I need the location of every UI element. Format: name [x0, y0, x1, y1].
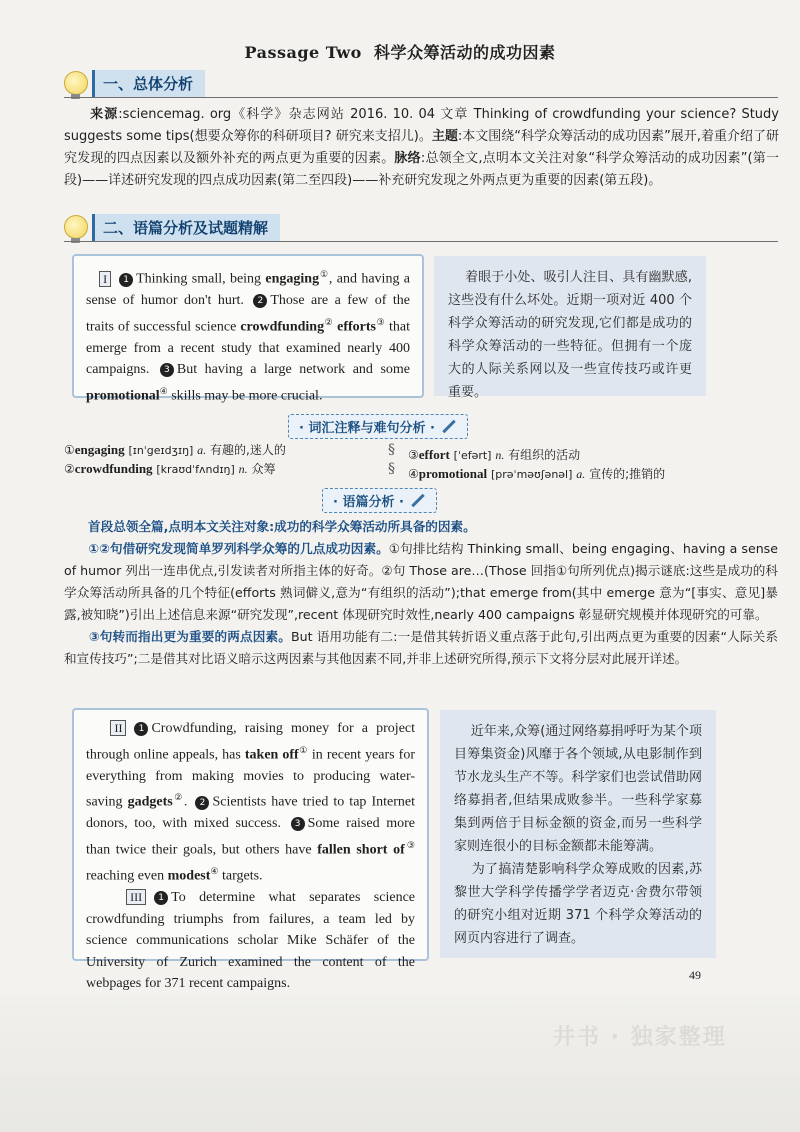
section-heading-label: 一、总体分析 [92, 70, 205, 97]
sentence-text: . [183, 794, 188, 810]
section-divider [64, 97, 778, 98]
footer-band [0, 995, 800, 1132]
source-label: 来源 [90, 107, 119, 122]
sentence-text: Scientists have tried to tap Internet donors, too, with mixed success. [86, 794, 415, 832]
analysis-text: ①句排比结构 Thinking small、being engaging、having a sense of humor 列出一连串优点,引发读者对所指主体的好奇。②句 Those are…(Those 回指①句所列优点)揭示谜底:这些是成功的科学众筹活动所具备的几个特征(efforts 熟词僻义,意为“有组织的活动”);that emerge from(其中 emerge 意为“[事实、意见]暴露,被知晓”)引出上述信息来源“研究发现”,recent 体现研究时效性,nearly 400 campaigns 彰显研究规模并体现研究的可靠。 [64, 541, 778, 622]
vocab-index: ① [64, 443, 75, 457]
vocab-pos: n. [238, 462, 248, 476]
structure-label: 脉络 [394, 151, 421, 166]
sentence-text: To determine what separates science crowdfunding triumphs from failures, a team led by science communications scholar Mike Schäfer of the University of Zurich examined the content of the webpages for 371 recent campaigns. [86, 890, 415, 992]
page-title [0, 40, 800, 63]
vocab-headword: effort [418, 447, 450, 462]
sentence-text: targets. [218, 868, 263, 884]
translation-text: 着眼于小处、吸引人注目、具有幽默感,这些没有什么坏处。近期一项对近 400 个科学众筹活动的研究发现,它们都是成功的科学众筹活动的一些特征。但拥有一个庞大的人际关系网以及一些宣传技巧或许更重要。 [448, 270, 693, 400]
vocab-ref: ② [324, 316, 334, 327]
title-english: Passage Two [244, 43, 362, 62]
vocab-meaning: 有趣的,迷人的 [210, 443, 286, 457]
divider-squiggle: § [388, 442, 395, 458]
vocab-meaning: 有组织的活动 [508, 448, 581, 462]
sentence-number: 1 [154, 891, 168, 905]
theme-label: 主题 [431, 129, 458, 144]
vocab-ref: ① [298, 744, 308, 755]
vocab-pronunciation: [kraʊdˈfʌndɪŋ] [156, 463, 235, 476]
analysis-paragraph [64, 626, 778, 670]
sentence-number: 2 [195, 796, 209, 810]
vocab-headword: engaging [74, 442, 125, 457]
analysis-lead-text: 首段总领全篇,点明本文关注对象:成功的科学众筹活动所具备的因素。 [88, 519, 476, 534]
vocab-word: gadgets [127, 794, 173, 810]
sentence-text: skills may be more crucial. [167, 388, 323, 404]
paragraph-1-box [72, 254, 424, 404]
lightbulb-icon [64, 215, 88, 239]
vocab-meaning: 众筹 [251, 462, 276, 476]
translation-text: 近年来,众筹(通过网络募捐呼吁为某个项目筹集资金)风靡于各个领域,从电影制作到节水龙头生产不等。科学家们也尝试借助网络募捐者,但结果成败参半。一些科学家募集到两倍于目标金额的资金,而另一些科学家则连很小的目标金额都未能筹满。 [454, 724, 702, 854]
analysis-paragraph [64, 538, 778, 626]
vocab-item [408, 465, 665, 484]
vocab-headword: promotional [418, 466, 488, 481]
overall-analysis-text [64, 104, 779, 192]
sentence-text: reaching even [86, 868, 168, 884]
vocab-item [408, 446, 580, 465]
vocab-item [64, 441, 286, 460]
pen-icon [411, 494, 424, 507]
theme-text: :本文围绕“科学众筹活动的成功因素”展开,着重介绍了研究发现的四点因素以及额外补充的两点更为重要的因素。 [64, 129, 779, 166]
vocab-pronunciation: [ɪnˈgeɪdʒɪŋ] [128, 444, 194, 457]
translation-paragraph [454, 720, 702, 858]
vocab-notes-label-text: · 词汇注释与难句分析 · [299, 421, 435, 436]
vocab-ref: ③ [404, 839, 415, 850]
vocab-item [64, 460, 275, 479]
section-heading-discourse [64, 214, 280, 240]
sentence-number: 3 [291, 817, 305, 831]
lightbulb-icon [64, 71, 88, 95]
vocab-ref: ② [172, 792, 184, 803]
paragraph-2-3-box [72, 708, 429, 992]
vocab-headword: crowdfunding [74, 461, 153, 476]
vocab-index: ② [64, 462, 75, 476]
paragraph-number: I [99, 271, 111, 287]
sentence-number: 2 [253, 294, 267, 308]
vocab-index: ③ [408, 448, 419, 462]
sentence-number: 1 [134, 722, 148, 736]
paragraph-2-3-translation [440, 710, 716, 958]
vocab-ref: ③ [375, 316, 386, 327]
sentence-text: Some raised more than twice their goals, but others have [86, 816, 416, 858]
vocab-index: ④ [408, 467, 419, 481]
vocab-word: crowdfunding [240, 319, 325, 335]
vocab-meaning: 宣传的;推销的 [589, 467, 666, 481]
discourse-analysis-label [322, 488, 437, 513]
discourse-analysis [64, 516, 778, 670]
page-number: 49 [689, 968, 701, 982]
translation-paragraph [454, 858, 702, 950]
section-heading-label: 二、语篇分析及试题精解 [92, 214, 280, 241]
vocab-notes-label [288, 414, 468, 439]
analysis-label: ①②句借研究发现简单罗列科学众筹的几点成功因素。 [88, 541, 389, 556]
sentence-text: Crowdfunding, raising money for a project through online appeals, has [86, 721, 416, 763]
section-divider [64, 241, 778, 242]
vocab-ref: ④ [159, 385, 168, 396]
section-heading-overall [64, 70, 205, 96]
watermark: 井书 · 独家整理 [553, 1025, 727, 1050]
vocab-word: engaging [265, 271, 320, 287]
analysis-text: But 语用功能有二:一是借其转折语义重点落于此句,引出两点更为重要的因素“人际关系和宣传技巧”;二是借其对比语义暗示这两因素与其他因素不同,并非上述研究所得,预示下文将分层对此展开详述。 [64, 629, 778, 666]
paragraph-number: III [126, 889, 146, 905]
sentence-text: Thinking small, being [136, 271, 266, 287]
vocab-word: taken off [244, 747, 299, 763]
vocab-ref: ④ [210, 865, 219, 876]
sentence-text: Those are a few of the traits of successful science [86, 293, 410, 335]
analysis-lead [64, 516, 778, 538]
vocab-pos: n. [495, 448, 505, 462]
vocab-pronunciation: [prəˈməʊʃənəl] [490, 468, 573, 481]
analysis-label: ③句转而指出更为重要的两点因素。 [88, 629, 291, 644]
vocab-word: fallen short of [317, 842, 405, 858]
paragraph-number: II [110, 720, 126, 736]
pen-icon [442, 420, 455, 433]
translation-text: 为了搞清楚影响科学众筹成败的因素,苏黎世大学科学传播学学者迈克·舍费尔带领的研究小组对近期 371 个科学众筹活动的网页内容进行了调查。 [454, 862, 703, 946]
vocab-word: modest [167, 868, 211, 884]
source-text: :sciencemag. org《科学》杂志网站 2016. 10. 04 文章 Thinking of crowdfunding your science? Study suggests some tips(想要众筹你的科研项目? 研究来支招儿)。 [64, 107, 779, 144]
sentence-text: But having a large network and some [176, 362, 410, 378]
sentence-number: 1 [119, 273, 133, 287]
paragraph-1-translation [434, 256, 706, 400]
sentence-text: in recent years for everything from making movies to producing water-saving [86, 747, 416, 810]
divider-squiggle: § [388, 461, 395, 477]
title-chinese: 科学众筹活动的成功因素 [374, 43, 556, 62]
vocab-pos: a. [197, 443, 207, 457]
sentence-text: , and having a sense of humor don't hurt. [86, 271, 411, 309]
vocab-word: promotional [86, 388, 160, 404]
sentence-text: that emerge from a recent study that examined nearly 400 campaigns. [86, 319, 410, 378]
discourse-analysis-label-text: · 语篇分析 · [333, 495, 404, 510]
vocab-pos: a. [576, 467, 586, 481]
structure-text: :总领全文,点明本文关注对象“科学众筹活动的成功因素”(第一段)——详述研究发现的四点成功因素(第二至四段)——补充研究发现之外两点更为重要的因素(第五段)。 [64, 151, 779, 188]
vocab-word: efforts [337, 319, 376, 335]
vocab-pronunciation: [ˈefərt] [453, 449, 492, 462]
vocab-ref: ① [319, 269, 329, 279]
sentence-number: 3 [160, 363, 174, 377]
